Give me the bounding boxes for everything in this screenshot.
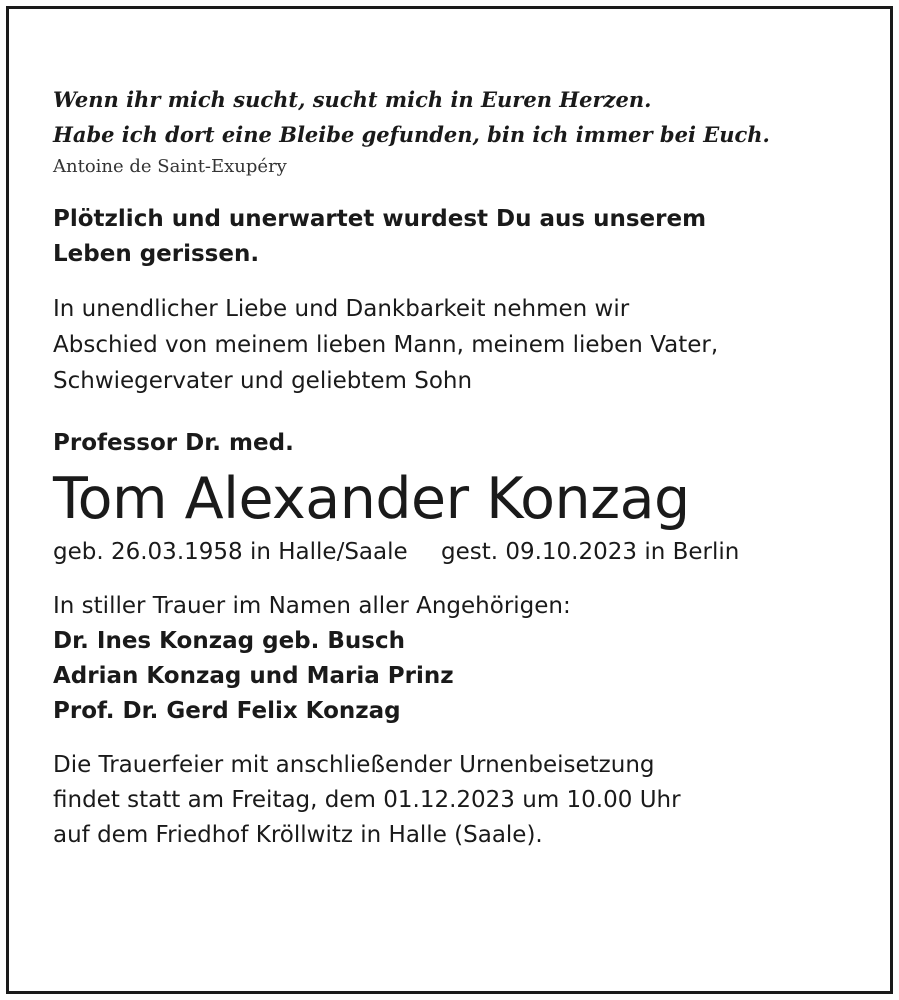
service-line-2: findet statt am Freitag, dem 01.12.2023 um 10.00 Uhr <box>53 787 681 813</box>
deceased-name: Tom Alexander Konzag <box>53 466 690 532</box>
mourners-intro: In stiller Trauer im Namen aller Angehörigen: <box>53 593 571 619</box>
obituary-content <box>53 82 853 853</box>
quote-author: Antoine de Saint-Exupéry <box>53 156 287 177</box>
academic-title: Professor Dr. med. <box>53 430 294 456</box>
intro-line-1: Plötzlich und unerwartet wurdest Du aus unserem <box>53 206 707 232</box>
intro-block <box>53 202 853 272</box>
obituary-frame <box>6 6 893 994</box>
farewell-block <box>53 291 853 399</box>
mourner-name: Prof. Dr. Gerd Felix Konzag <box>53 698 401 724</box>
quote-line-1: Wenn ihr mich sucht, sucht mich in Euren Herzen. <box>53 87 652 112</box>
death-date: gest. 09.10.2023 in Berlin <box>440 539 740 565</box>
service-line-1: Die Trauerfeier mit anschließender Urnenbeisetzung <box>53 752 655 778</box>
quote-line-2: Habe ich dort eine Bleibe gefunden, bin ich immer bei Euch. <box>53 122 770 147</box>
mourner-name: Dr. Ines Konzag geb. Busch <box>53 628 405 654</box>
farewell-line-1: In unendlicher Liebe und Dankbarkeit nehmen wir <box>53 296 630 322</box>
service-block <box>53 748 853 853</box>
service-line-3: auf dem Friedhof Kröllwitz in Halle (Saale). <box>53 822 543 848</box>
mourners-list <box>53 624 853 729</box>
farewell-line-3: Schwiegervater und geliebtem Sohn <box>53 368 473 394</box>
mourner-name: Adrian Konzag und Maria Prinz <box>53 663 454 689</box>
farewell-line-2: Abschied von meinem lieben Mann, meinem lieben Vater, <box>53 332 719 358</box>
quote-block <box>53 82 853 182</box>
life-dates <box>53 535 853 569</box>
birth-date: geb. 26.03.1958 in Halle/Saale <box>53 539 408 565</box>
intro-line-2: Leben gerissen. <box>53 241 260 267</box>
